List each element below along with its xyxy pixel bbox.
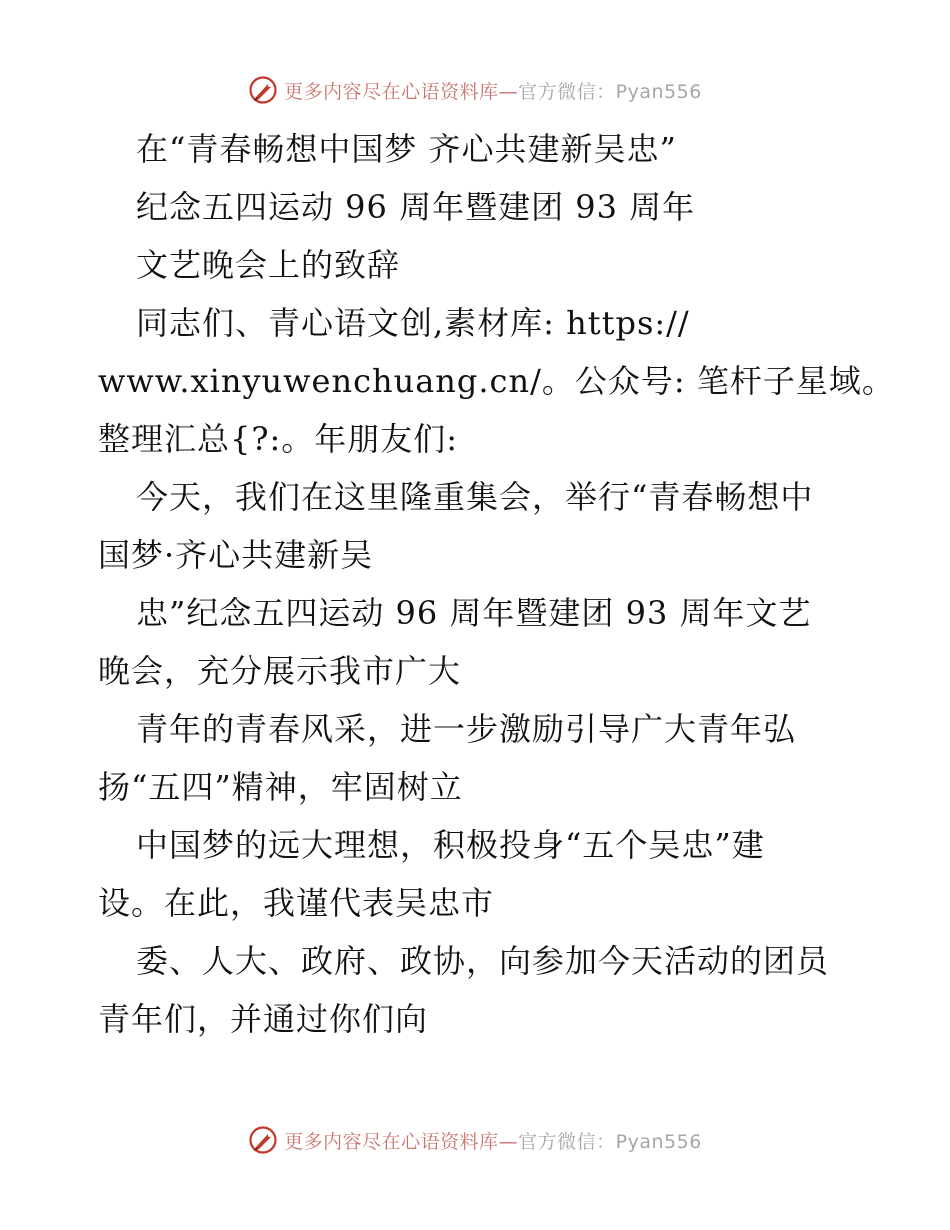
- banner-main-text: 更多内容尽在心语资料库—: [284, 80, 519, 103]
- title-line: 在“青春畅想中国梦 齐心共建新吴忠”: [136, 130, 677, 168]
- banner-main-text: 更多内容尽在心语资料库—: [284, 1130, 519, 1153]
- document-body: [98, 120, 895, 1048]
- banner-text: [284, 77, 702, 104]
- body-line: 设。在此，我谨代表吴忠市: [98, 884, 495, 922]
- header-banner: [0, 70, 950, 110]
- pen-logo-icon: [248, 1125, 278, 1155]
- body-line: 整理汇总{?:。年朋友们:: [98, 420, 459, 458]
- footer-banner: [0, 1120, 950, 1160]
- body-line: 委、人大、政府、政协，向参加今天活动的团员: [136, 942, 830, 980]
- banner-wechat-text: 官方微信：Pyan556: [518, 80, 702, 103]
- title-line: 纪念五四运动 96 周年暨建团 93 周年: [136, 188, 696, 226]
- title-line: 文艺晚会上的致辞: [136, 246, 401, 284]
- body-line: 青年的青春风采，进一步激励引导广大青年弘: [136, 710, 797, 748]
- banner-text: [284, 1127, 702, 1154]
- body-line: 青年们，并通过你们向: [98, 1000, 429, 1038]
- body-line: 扬“五四”精神，牢固树立: [98, 768, 463, 806]
- body-line: 同志们、青心语文创,素材库: https://: [136, 304, 690, 342]
- body-line: www.xinyuwenchuang.cn/。公众号: 笔杆子星域。: [98, 362, 895, 400]
- pen-logo-icon: [248, 75, 278, 105]
- body-line: 今天，我们在这里隆重集会，举行“青春畅想中: [136, 478, 814, 516]
- body-line: 中国梦的远大理想，积极投身“五个吴忠”建: [136, 826, 765, 864]
- body-line: 晚会，充分展示我市广大: [98, 652, 462, 690]
- body-line: 国梦·齐心共建新吴: [98, 536, 374, 574]
- banner-wechat-text: 官方微信：Pyan556: [518, 1130, 702, 1153]
- body-line: 忠”纪念五四运动 96 周年暨建团 93 周年文艺: [136, 594, 812, 632]
